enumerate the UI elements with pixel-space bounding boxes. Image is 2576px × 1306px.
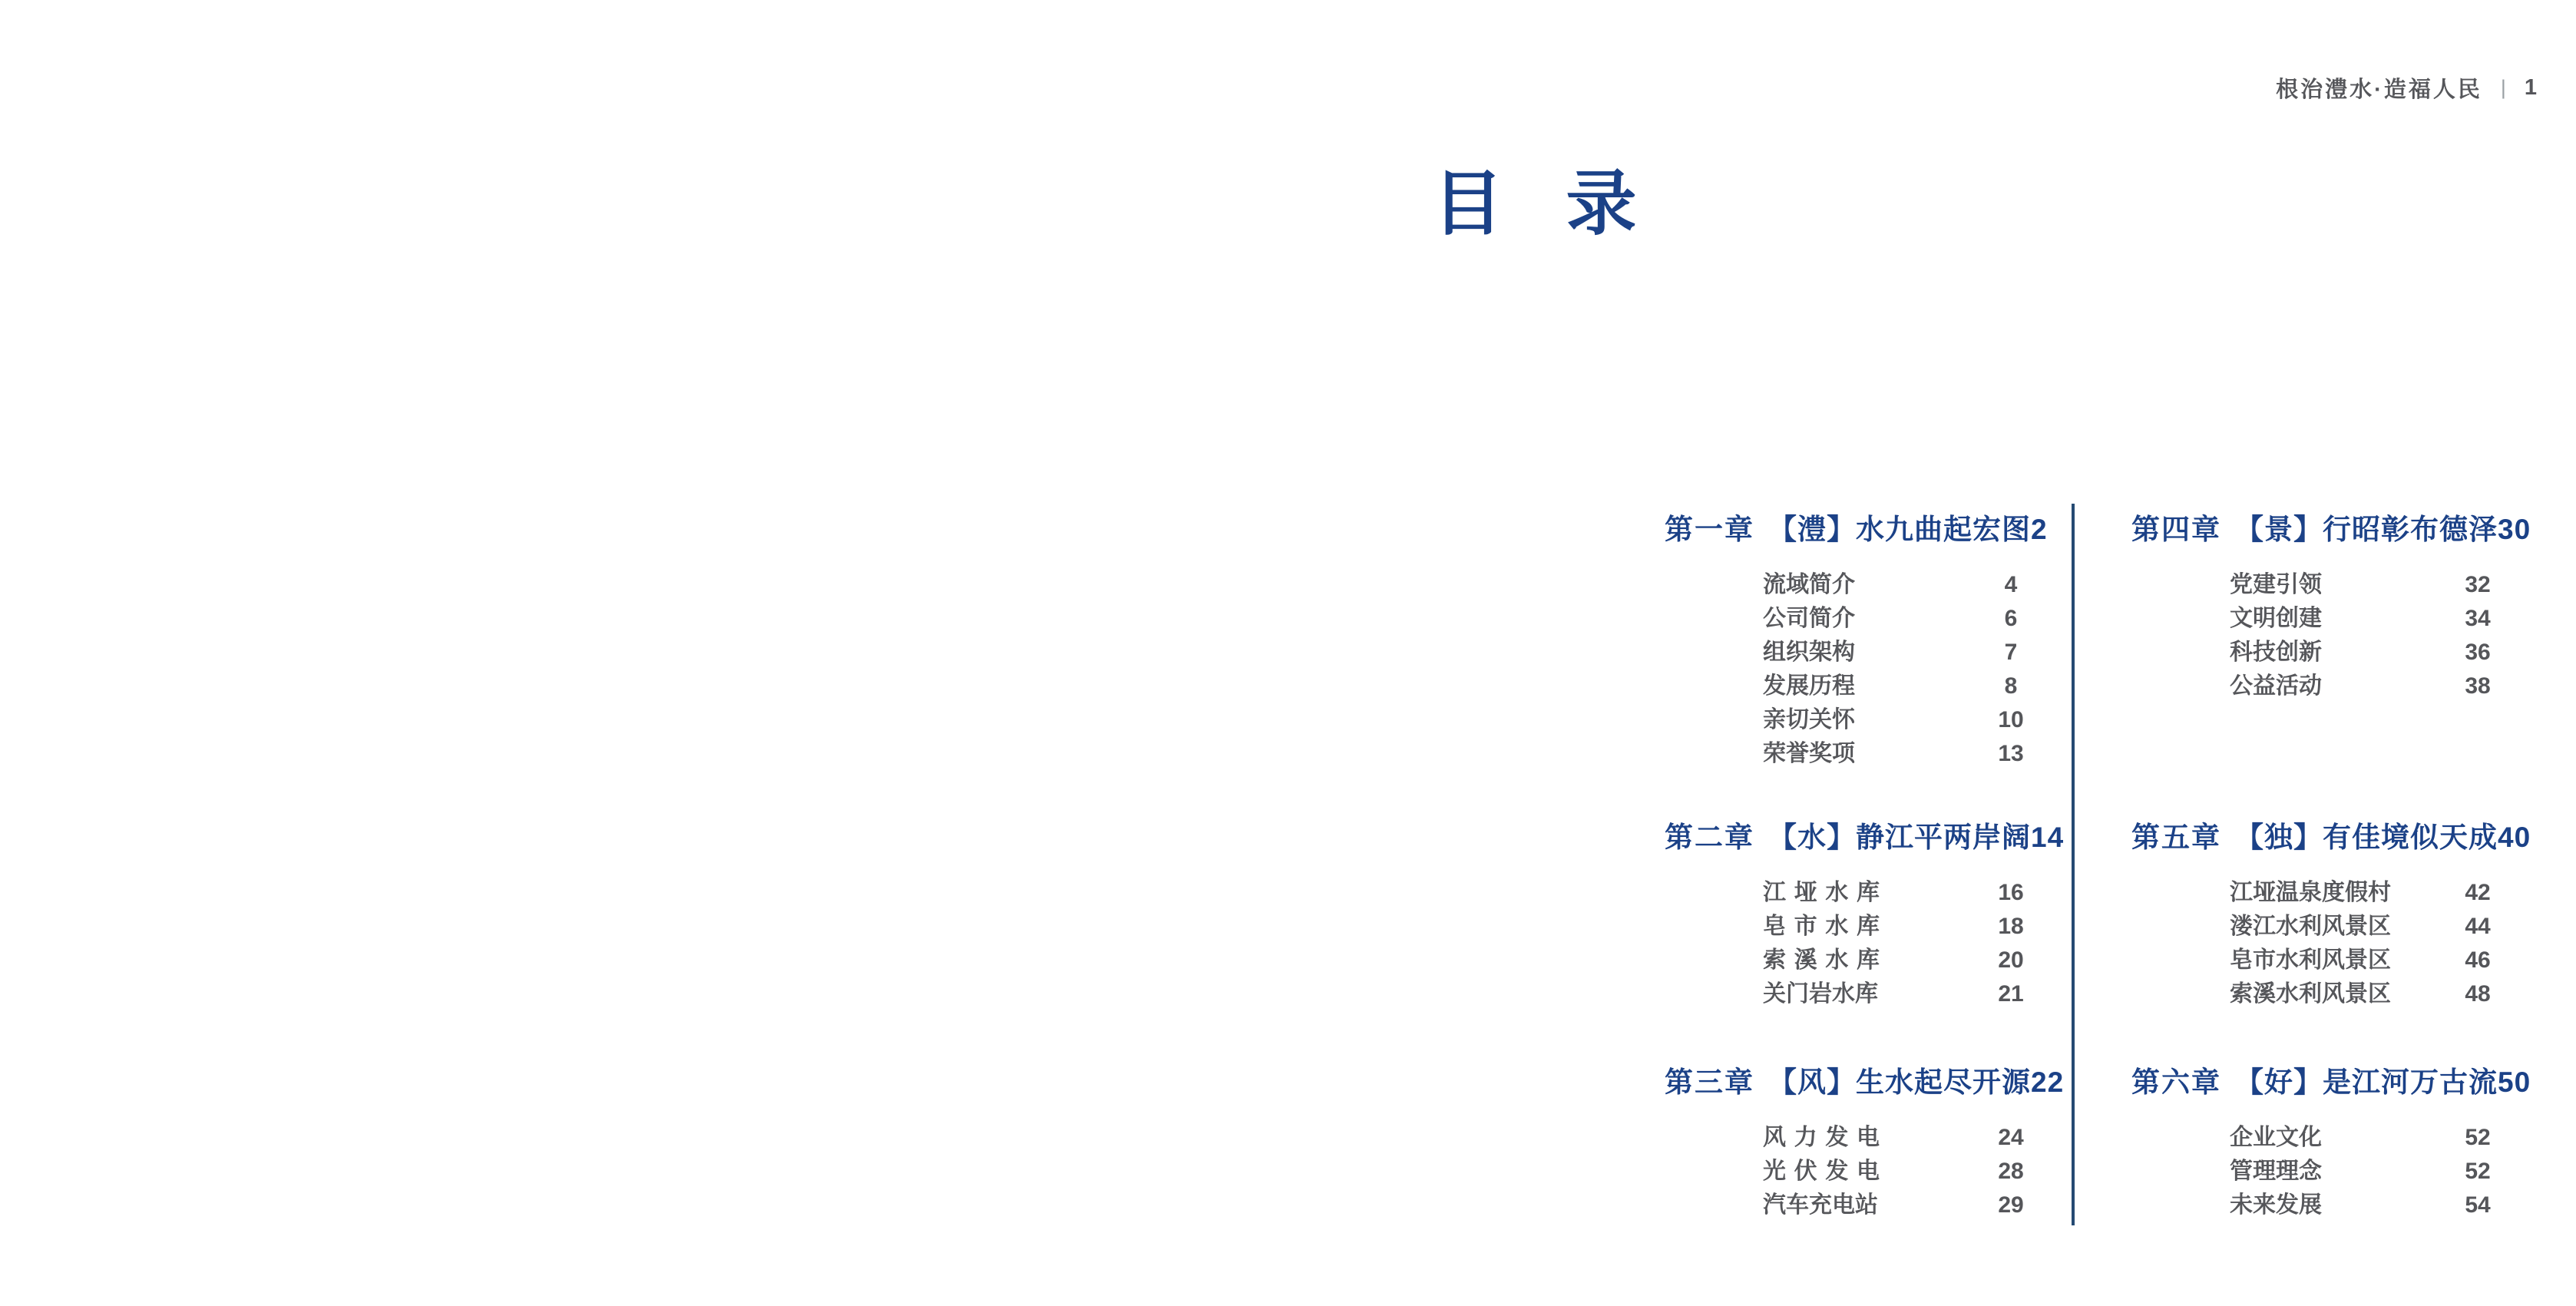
toc-item-label: 索溪水库 bbox=[1763, 947, 1880, 973]
toc-item bbox=[1763, 703, 2033, 737]
chapter-heading bbox=[2131, 818, 2531, 858]
toc-item-page: 38 bbox=[2465, 673, 2491, 699]
toc-item bbox=[2230, 1155, 2500, 1189]
toc-item-label: 光伏发电 bbox=[1763, 1159, 1880, 1184]
toc-item bbox=[2230, 568, 2500, 602]
chapter-block-6 bbox=[2131, 1063, 2531, 1222]
chapter-number-label: 第二章 bbox=[1665, 822, 1754, 853]
header-page-number: 1 bbox=[2524, 75, 2539, 100]
chapter-title: 【景】行昭彰布德泽 bbox=[2235, 514, 2498, 545]
toc-item bbox=[2230, 910, 2500, 944]
toc-item bbox=[2230, 1189, 2500, 1222]
toc-item bbox=[1763, 636, 2033, 670]
toc-item bbox=[1763, 876, 2033, 910]
toc-item-label: 党建引领 bbox=[2230, 572, 2322, 597]
toc-item-page: 52 bbox=[2465, 1159, 2491, 1184]
toc-item bbox=[1763, 1155, 2033, 1189]
toc-item bbox=[1763, 910, 2033, 944]
chapter-heading bbox=[2131, 510, 2531, 550]
toc-item-page: 48 bbox=[2465, 981, 2491, 1007]
chapter-page-number: 2 bbox=[2031, 514, 2048, 545]
chapter-block-3 bbox=[1665, 1063, 2065, 1222]
toc-item bbox=[2230, 876, 2500, 910]
toc-item-page: 36 bbox=[2465, 640, 2491, 665]
toc-item-label: 皂市水库 bbox=[1763, 914, 1880, 939]
toc-item-page: 46 bbox=[2465, 947, 2491, 973]
toc-item-label: 索溪水利风景区 bbox=[2230, 981, 2391, 1007]
chapter-block-5 bbox=[2131, 818, 2531, 1011]
chapter-page-number: 50 bbox=[2498, 1066, 2531, 1098]
toc-item bbox=[2230, 944, 2500, 977]
toc-item bbox=[1763, 1189, 2033, 1222]
chapter-heading bbox=[1665, 1063, 2065, 1103]
chapter-number-label: 第一章 bbox=[1665, 514, 1754, 545]
toc-item-label: 发展历程 bbox=[1763, 673, 1855, 699]
toc-item-label: 公益活动 bbox=[2230, 673, 2322, 699]
toc-item-label: 文明创建 bbox=[2230, 606, 2322, 631]
chapter-items bbox=[2131, 568, 2500, 703]
toc-item-label: 流域简介 bbox=[1763, 572, 1855, 597]
toc-item-page: 28 bbox=[1998, 1159, 2024, 1184]
toc-item bbox=[2230, 602, 2500, 636]
chapter-items bbox=[1665, 876, 2033, 1011]
toc-item-page: 16 bbox=[1998, 880, 2024, 905]
toc-item-page: 34 bbox=[2465, 606, 2491, 631]
chapter-number-label: 第六章 bbox=[2131, 1066, 2221, 1098]
toc-item bbox=[1763, 977, 2033, 1011]
chapter-title: 【风】生水起尽开源 bbox=[1768, 1066, 2031, 1098]
chapter-heading bbox=[1665, 510, 2048, 550]
chapter-title: 【水】静江平两岸阔 bbox=[1768, 822, 2031, 853]
toc-item-page: 4 bbox=[2004, 572, 2018, 597]
chapter-heading bbox=[2131, 1063, 2531, 1103]
toc-item-page: 7 bbox=[2004, 640, 2018, 665]
toc-item-page: 6 bbox=[2004, 606, 2018, 631]
toc-item-page: 29 bbox=[1998, 1192, 2024, 1218]
toc-item-label: 关门岩水库 bbox=[1763, 981, 1878, 1007]
toc-item-label: 风力发电 bbox=[1763, 1125, 1880, 1150]
toc-item-page: 13 bbox=[1998, 741, 2024, 766]
toc-item-page: 32 bbox=[2465, 572, 2491, 597]
chapter-items bbox=[1665, 568, 2033, 771]
toc-item-label: 江垭温泉度假村 bbox=[2230, 880, 2391, 905]
toc-item-label: 未来发展 bbox=[2230, 1192, 2322, 1218]
toc-item-label: 荣誉奖项 bbox=[1763, 741, 1855, 766]
chapter-heading bbox=[1665, 818, 2065, 858]
chapter-page-number: 22 bbox=[2031, 1066, 2065, 1098]
chapter-page-number: 40 bbox=[2498, 822, 2531, 853]
chapter-block-4 bbox=[2131, 510, 2531, 703]
header-slogan: 根治澧水·造福人民 bbox=[2276, 78, 2482, 102]
toc-item-page: 10 bbox=[1998, 707, 2024, 732]
toc-item bbox=[1763, 568, 2033, 602]
chapter-block-1 bbox=[1665, 510, 2048, 771]
column-divider bbox=[2072, 504, 2075, 1225]
toc-item-page: 21 bbox=[1998, 981, 2024, 1007]
toc-item-label: 皂市水利风景区 bbox=[2230, 947, 2391, 973]
toc-item-page: 52 bbox=[2465, 1125, 2491, 1150]
toc-item bbox=[2230, 636, 2500, 670]
toc-item-page: 24 bbox=[1998, 1125, 2024, 1150]
toc-item-page: 44 bbox=[2465, 914, 2491, 939]
chapter-number-label: 第三章 bbox=[1665, 1066, 1754, 1098]
chapter-number-label: 第四章 bbox=[2131, 514, 2221, 545]
page-title: 目 录 bbox=[1433, 165, 1642, 243]
toc-item-label: 公司简介 bbox=[1763, 606, 1855, 631]
chapter-items bbox=[2131, 1121, 2500, 1222]
toc-item-label: 溇江水利风景区 bbox=[2230, 914, 2391, 939]
toc-item-label: 汽车充电站 bbox=[1763, 1192, 1878, 1218]
toc-item-page: 42 bbox=[2465, 880, 2491, 905]
toc-right-column bbox=[2131, 0, 2531, 1306]
chapter-title: 【独】有佳境似天成 bbox=[2235, 822, 2498, 853]
toc-item bbox=[2230, 670, 2500, 703]
chapter-items bbox=[2131, 876, 2500, 1011]
toc-item-label: 科技创新 bbox=[2230, 640, 2322, 665]
toc-item bbox=[2230, 977, 2500, 1011]
toc-item-page: 54 bbox=[2465, 1192, 2491, 1218]
toc-item-page: 18 bbox=[1998, 914, 2024, 939]
chapter-title: 【澧】水九曲起宏图 bbox=[1768, 514, 2031, 545]
toc-item-page: 8 bbox=[2004, 673, 2018, 699]
toc-item-label: 亲切关怀 bbox=[1763, 707, 1855, 732]
chapter-block-2 bbox=[1665, 818, 2065, 1011]
toc-item-page: 20 bbox=[1998, 947, 2024, 973]
toc-left-column bbox=[1665, 0, 2065, 1306]
toc-item bbox=[1763, 737, 2033, 771]
chapter-page-number: 14 bbox=[2031, 822, 2065, 853]
toc-item-label: 企业文化 bbox=[2230, 1125, 2322, 1150]
toc-item bbox=[1763, 670, 2033, 703]
chapter-number-label: 第五章 bbox=[2131, 822, 2221, 853]
toc-item bbox=[1763, 944, 2033, 977]
toc-item bbox=[1763, 602, 2033, 636]
chapter-items bbox=[1665, 1121, 2033, 1222]
toc-item bbox=[2230, 1121, 2500, 1155]
chapter-page-number: 30 bbox=[2498, 514, 2531, 545]
toc-item-label: 管理理念 bbox=[2230, 1159, 2322, 1184]
toc-item bbox=[1763, 1121, 2033, 1155]
toc-item-label: 组织架构 bbox=[1763, 640, 1855, 665]
chapter-title: 【好】是江河万古流 bbox=[2235, 1066, 2498, 1098]
toc-item-label: 江垭水库 bbox=[1763, 880, 1880, 905]
header-separator: | bbox=[2500, 76, 2506, 99]
